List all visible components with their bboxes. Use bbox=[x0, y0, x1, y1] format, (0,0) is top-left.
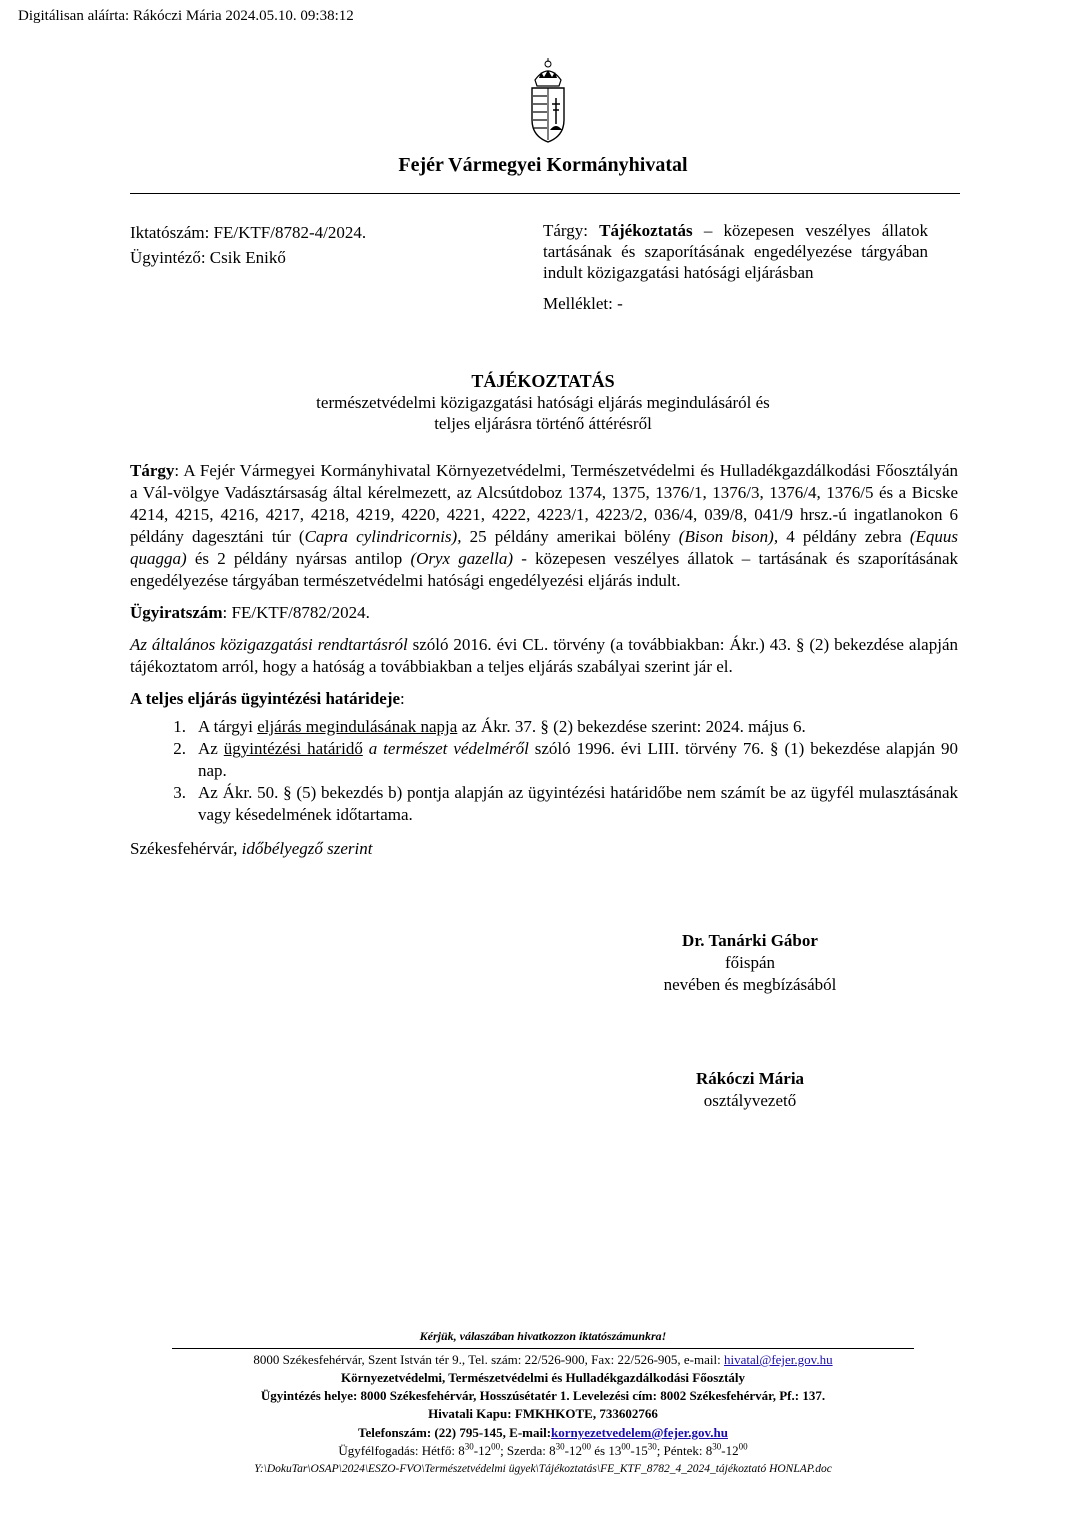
email-link[interactable]: kornyezetvedelem@fejer.gov.hu bbox=[551, 1425, 728, 1440]
case-number-paragraph: Ügyiratszám: FE/KTF/8782/2024. bbox=[130, 603, 370, 622]
subject-block bbox=[543, 220, 928, 314]
footer-kapu: Hivatali Kapu: FMKHKOTE, 733602766 bbox=[428, 1406, 658, 1421]
title-line-2: teljes eljárásra történő áttérésről bbox=[434, 414, 652, 433]
legal-basis-paragraph: Az általános közigazgatási rendtartásról szóló 2016. évi CL. törvény (a továbbiakban: Ákr.) 43. § (2) bekezdése alapján tájékoztatom arról, hogy a hatóság a továbbiakban a teljes eljárás szabályai szerint jár el. bbox=[130, 635, 958, 676]
signatory-name: Dr. Tanárki Gábor bbox=[682, 931, 818, 950]
document-title bbox=[0, 370, 1086, 434]
digital-signature-note: Digitálisan aláírta: Rákóczi Mária 2024.05.10. 09:38:12 bbox=[18, 8, 354, 24]
signatory-block-1 bbox=[600, 930, 900, 996]
footer-phone: Telefonszám: (22) 795-145, E-mail:kornyezetvedelem@fejer.gov.hu bbox=[357, 1425, 728, 1440]
header-divider bbox=[130, 193, 960, 194]
attachment-line: Melléklet: - bbox=[543, 294, 623, 313]
hungarian-coat-of-arms-icon bbox=[527, 58, 569, 144]
deadline-heading: A teljes eljárás ügyintézési határideje: bbox=[130, 689, 405, 708]
signatory-name: Rákóczi Mária bbox=[695, 1069, 805, 1088]
title-main: TÁJÉKOZTATÁS bbox=[471, 371, 615, 391]
signatory-role: főispán bbox=[724, 953, 776, 972]
footer-file-path: Y:\DokuTar\OSAP\2024\ESZO-FVO\Természetvédelmi ügyek\Tájékoztatás\FE_KTF_8782_4_2024_tájékoztató HONLAP.doc bbox=[254, 1463, 832, 1475]
signatory-block-2 bbox=[600, 1068, 900, 1112]
signatory-role: osztályvezető bbox=[703, 1091, 797, 1110]
title-line-1: természetvédelmi közigazgatási hatósági eljárás megindulásáról és bbox=[316, 393, 770, 412]
footer-location: Ügyintézés helye: 8000 Székesfehérvár, Hosszúsétatér 1. Levelezési cím: 8002 Székesfehérvár, Pf.: 137. bbox=[260, 1388, 826, 1403]
deadline-list bbox=[130, 716, 958, 826]
footer-department: Környezetvédelmi, Természetvédelmi és Hulladékgazdálkodási Főosztály bbox=[340, 1370, 746, 1385]
footer-office-hours: Ügyfélfogadás: Hétfő: $8^{30}-12^{00}$; Szerda: $8^{30}-12^{00}$ és $13^{00}-15^{30}$; Péntek: $8^{30}-12^{00}$ bbox=[338, 1441, 748, 1458]
list-item: 1. A tárgyi eljárás megindulásának napja az Ákr. 37. § (2) bekezdése szerint: 2024. május 6. bbox=[173, 717, 806, 736]
case-officer: Ügyintéző: Csik Enikő bbox=[130, 248, 286, 267]
footer-divider bbox=[172, 1348, 914, 1349]
document-body bbox=[130, 460, 958, 870]
footer-request: Kérjük, válaszában hivatkozzon iktatószámunkra! bbox=[419, 1329, 667, 1343]
filing-number: Iktatószám: FE/KTF/8782-4/2024. bbox=[130, 223, 367, 242]
email-link[interactable]: hivatal@fejer.gov.hu bbox=[723, 1352, 833, 1367]
subject-paragraph: Tárgy: A Fejér Vármegyei Kormányhivatal Környezetvédelmi, Természetvédelmi és Hulladékgazdálkodási Főosztályán a Vál-völgye Vadásztársaság által kérelmezett, az Alcsútdoboz 1374, 1375, 1376/1, 1376/3, 1376/4, 1376/5 és a Bicske 4214, 4215, 4216, 4217, 4218, 4219, 4220, 4221, 4222, 4223/1, 4223/2, 036/4, 039/8, 041/9 hrsz.-ú ingatlanokon 6 példány dagesztáni túr (Capra cylindricornis), 25 példány amerikai bölény (Bison bison), 4 példány zebra (Equus quagga) és 2 példány nyársas antilop (Oryx gazella) - közepesen veszélyes állatok – tartásának és szaporításának engedélyezése tárgyában természetvédelmi hatósági engedélyezési eljárás indult. bbox=[130, 461, 958, 590]
organization-name: Fejér Vármegyei Kormányhivatal bbox=[398, 154, 688, 176]
subject-line: Tárgy: Tájékoztatás – közepesen veszélyes állatok tartásának és szaporításának engedélyezése tárgyában indult közigazgatási hatósági eljárásban bbox=[543, 221, 928, 282]
footer-address: 8000 Székesfehérvár, Szent István tér 9., Tel. szám: 22/526-900, Fax: 22/526-905, e-mail: hivatal@fejer.gov.hu bbox=[253, 1352, 833, 1367]
list-item: 2. Az ügyintézési határidő a természet védelméről szóló 1996. évi LIII. törvény 76. § (1) bekezdése alapján 90 nap. bbox=[173, 739, 959, 780]
reference-block bbox=[130, 220, 366, 270]
place-date: Székesfehérvár, időbélyegző szerint bbox=[130, 839, 373, 858]
signatory-note: nevében és megbízásából bbox=[663, 975, 837, 994]
list-item: 3. Az Ákr. 50. § (5) bekezdés b) pontja alapján az ügyintézési határidőbe nem számít be az ügyfél mulasztásának vagy késedelmének időtartama. bbox=[173, 783, 958, 824]
